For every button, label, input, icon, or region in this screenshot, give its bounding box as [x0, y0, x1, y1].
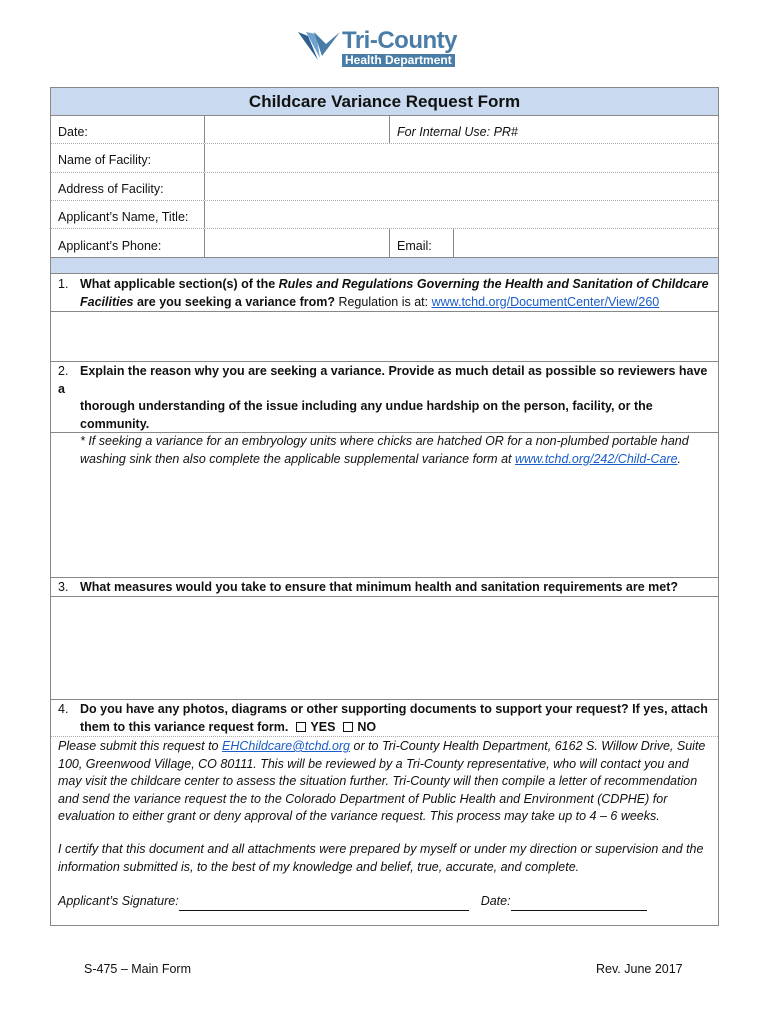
question-3: 3. What measures would you take to ensure that minimum health and sanitation requirements are met? [51, 578, 718, 597]
facility-name-row [51, 144, 718, 173]
facility-address-input[interactable] [205, 173, 718, 200]
date-row [51, 116, 718, 144]
logo-swoosh-icon [296, 30, 342, 64]
applicant-phone-label: Applicant’s Phone: [58, 239, 162, 253]
question-1: 1. What applicable section(s) of the Rules and Regulations Governing the Health and Sanitation of Childcare Facilities are you seeking a variance from? Regulation is at: www.tchd.org/DocumentCenter/View/260 [51, 274, 718, 312]
email-link[interactable]: EHChildcare@tchd.org [221, 739, 351, 753]
question-3-answer[interactable] [51, 597, 718, 700]
facility-address-label: Address of Facility: [58, 182, 164, 196]
facility-name-input[interactable] [205, 144, 718, 172]
certification-statement: I certify that this document and all attachments were prepared by myself or under my direction or supervision and the information submitted is, to the best of my knowledge and belief, true, accurate, and complete. [58, 842, 704, 874]
date-input[interactable] [205, 116, 389, 143]
form-id: S-475 – Main Form [84, 962, 191, 976]
question-4: 4. Do you have any photos, diagrams or other supporting documents to support your request? If yes, attach them to this variance request form. YES NO [51, 700, 718, 737]
no-checkbox[interactable] [343, 722, 353, 732]
applicant-phone-input[interactable] [205, 229, 389, 257]
signature-label: Applicant’s Signature: [58, 894, 179, 908]
variance-form [50, 87, 719, 926]
email-label: Email: [397, 239, 432, 253]
regulation-link[interactable]: www.tchd.org/DocumentCenter/View/260 [431, 294, 660, 309]
child-care-link[interactable]: www.tchd.org/242/Child-Care [514, 451, 678, 466]
yes-checkbox[interactable] [296, 722, 306, 732]
facility-name-label: Name of Facility: [58, 153, 152, 167]
form-title: Childcare Variance Request Form [248, 92, 521, 111]
form-title-row [51, 88, 718, 116]
no-label: NO [357, 719, 377, 734]
section-divider [51, 258, 718, 274]
signature-date-label: Date: [480, 894, 511, 908]
facility-address-row [51, 173, 718, 201]
signature-field[interactable] [179, 898, 469, 911]
signature-date-field[interactable] [511, 898, 647, 911]
question-2: 2. Explain the reason why you are seeking a variance. Provide as much detail as possible so reviewers have a thorough understanding of the issue including any undue hardship on the person, facility, or the community. * If seeking a variance for an embryology units where chicks are hatched OR for a non-plumbed portable hand washing sink then also complete the applicable supplemental variance form at www.tchd.org/242/Child-Care. [51, 362, 718, 433]
yes-label: YES [310, 719, 336, 734]
applicant-name-input[interactable] [205, 201, 718, 228]
logo-name: Tri-County [342, 27, 457, 54]
date-label: Date: [58, 125, 88, 139]
logo-subtitle: Health Department [342, 54, 455, 67]
revision-date: Rev. June 2017 [596, 962, 683, 976]
question-1-answer[interactable] [51, 312, 718, 362]
applicant-name-label: Applicant’s Name, Title: [58, 210, 189, 224]
internal-use-label: For Internal Use: PR# [397, 125, 518, 139]
question-2-answer[interactable] [51, 433, 718, 578]
submission-instructions: Please submit this request to EHChildcare@tchd.org or to Tri-County Health Department, 6162 S. Willow Drive, Suite 100, Greenwood Village, CO 80111. This will be reviewed by a Tri-County representative, who will contact you and may visit the childcare center to assess the situation further. Tri-County will then compile a letter of recommendation and send the variance request the to the Colorado Department of Public Health and Environment (CDPHE) for evaluation to either grant or deny approval of the variance request. This process may take up to 4 – 6 weeks. [58, 739, 706, 823]
applicant-name-row [51, 201, 718, 229]
applicant-phone-row [51, 229, 718, 258]
email-input[interactable] [454, 229, 718, 257]
signature-line [58, 893, 708, 911]
tri-county-logo [296, 28, 476, 70]
